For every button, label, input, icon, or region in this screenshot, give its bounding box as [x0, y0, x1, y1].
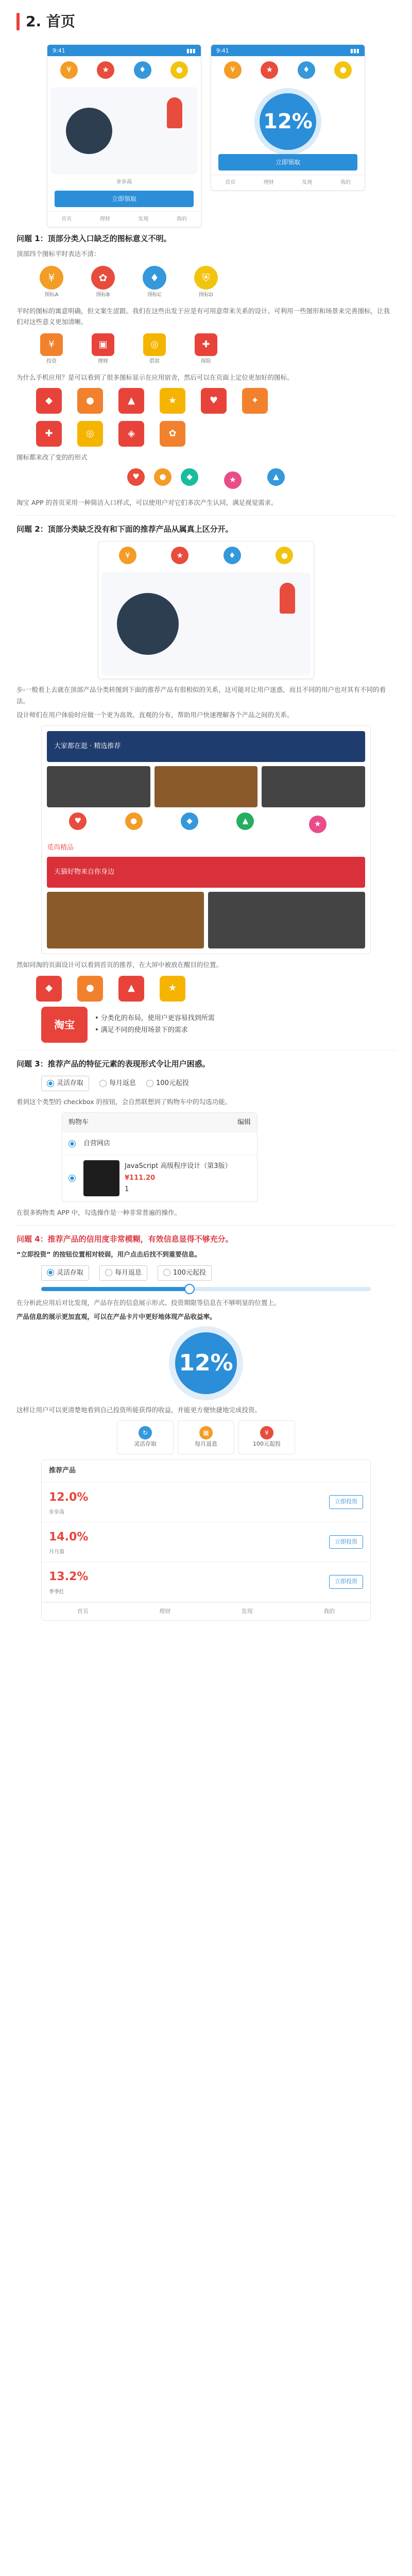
cart-item: [62, 1155, 257, 1201]
battery-icon: ▮▮▮: [350, 47, 359, 54]
section-note: 觅尚精品: [47, 844, 74, 852]
battery-icon: ▮▮▮: [186, 47, 196, 54]
feature-option[interactable]: 灵活存取: [41, 1265, 89, 1281]
edit-link[interactable]: 编辑: [237, 1118, 251, 1127]
poster-thumb[interactable]: [47, 892, 204, 948]
paragraph: 淘宝 APP 的首页采用一种简洁入口样式，可以使用户对它们多次产生认同，满足视觉需求。: [16, 498, 278, 506]
insurance-icon: ✚: [195, 333, 217, 356]
claim-button[interactable]: 立即领取: [218, 154, 357, 171]
divider: [16, 515, 396, 516]
round-icon-row: [16, 468, 396, 492]
item-info: [125, 1161, 232, 1195]
promo-line: • 满足不同的使用场景下的需求: [95, 1026, 188, 1034]
invest-button[interactable]: 立即投资: [329, 1575, 363, 1589]
paragraph: 顶部四个图标平时表达不清：: [16, 250, 100, 258]
shortcut-icon[interactable]: ▲: [236, 812, 254, 830]
tab-discover[interactable]: 发现: [241, 1607, 253, 1615]
icon-item: ◎ 借款: [139, 333, 170, 366]
feature-option[interactable]: 每月返息: [99, 1265, 147, 1281]
category-icon[interactable]: ¥: [224, 61, 242, 79]
grid-icon: ◈: [118, 421, 144, 447]
tab-home[interactable]: 首页: [77, 1607, 89, 1615]
shortcut-icons: [47, 807, 365, 841]
icon-grid: [36, 388, 273, 447]
grid-icon: ▲: [118, 976, 144, 1002]
paragraph: 在很多购物类 APP 中，勾选操作是一种非常普遍的操作。: [16, 1208, 181, 1216]
round-icon: ◆: [181, 468, 198, 486]
feature-tile[interactable]: ¥ 100元起投: [238, 1420, 295, 1454]
feature-option[interactable]: 每月返息: [99, 1078, 136, 1089]
icon-row-alt: [36, 333, 376, 366]
icon-item: ♦ 图标C: [139, 266, 170, 299]
paragraph: 看到这个类型的 checkbox 的按钮，会自然联想到了购物车中的勾选功能。: [16, 1098, 232, 1106]
feature-radio-row-2: [41, 1265, 371, 1281]
planet-illustration: [117, 593, 179, 655]
yield-circle-large: 12%: [175, 1332, 237, 1394]
claim-button[interactable]: 立即领取: [55, 191, 194, 207]
progress-slider[interactable]: [41, 1287, 371, 1291]
question-3-title: 问题 3：推荐产品的特征元素的表现形式令让用户困惑。: [16, 1059, 210, 1069]
coin-icon: ¥: [260, 1426, 273, 1439]
shortcut-icon[interactable]: ◆: [181, 812, 198, 830]
item-title: JavaScript 高级程序设计（第3版）: [125, 1162, 232, 1171]
movie-thumb[interactable]: [262, 766, 365, 807]
item-quantity[interactable]: 1: [125, 1185, 129, 1193]
top-phone-row: [16, 44, 396, 227]
category-icon[interactable]: ♦: [224, 547, 241, 564]
category-icon[interactable]: ★: [97, 61, 114, 79]
bottom-tabs: [211, 175, 365, 190]
grid-icon: ✚: [36, 421, 62, 447]
category-icon[interactable]: ¥: [60, 61, 78, 79]
product-row: 13.2% 季季红 立即投资: [42, 1562, 370, 1602]
round-icon: ▲: [267, 468, 285, 486]
icon-item: ¥ 投资: [36, 333, 67, 366]
movie-thumb[interactable]: [154, 766, 258, 807]
diamond-icon: ♦: [143, 266, 166, 290]
grid-icon: ●: [77, 976, 103, 1002]
product-list-header: 推荐产品: [42, 1460, 370, 1482]
feature-option[interactable]: 灵活存取: [41, 1076, 89, 1091]
promo-line: • 分类化的布局，使用户更容易找到所需: [95, 1014, 215, 1023]
product-list: [41, 1460, 371, 1621]
poster-thumb[interactable]: [208, 892, 365, 948]
gift-icon: ✿: [91, 266, 115, 290]
paragraph: 这样让用户可以更清楚地看到自己投资所能获得的收益，并能更方便快捷地完成投资。: [16, 1406, 262, 1414]
feature-tiles: [41, 1420, 371, 1454]
tab-home[interactable]: 首页: [61, 216, 72, 222]
rocket-illustration: [280, 583, 295, 614]
category-icon[interactable]: ●: [276, 547, 293, 564]
paragraph: “立即投资” 的按钮位置相对较弱，用户点击后找不到重要信息。: [16, 1250, 201, 1259]
tab-discover[interactable]: 发现: [138, 216, 149, 222]
product-row: 12.0% 步步高 立即投资: [42, 1483, 370, 1522]
icon-row: [36, 266, 376, 299]
grid-icon: ◆: [36, 388, 62, 414]
grid-icon: ✦: [242, 388, 268, 414]
radio-icon: [47, 1080, 54, 1087]
poster-row: [47, 892, 365, 948]
taobao-logo: 淘宝: [41, 1007, 88, 1043]
phone-mockup-left: [47, 44, 201, 227]
tab-me[interactable]: 我的: [323, 1607, 335, 1615]
grid-icon: ★: [160, 388, 185, 414]
feature-option[interactable]: 100元起投: [158, 1265, 212, 1281]
invest-button[interactable]: 立即投资: [329, 1535, 363, 1549]
shop-row: 自营网店: [62, 1133, 257, 1155]
grid-icon: ▲: [118, 388, 144, 414]
loan-icon: ◎: [143, 333, 166, 356]
paragraph: 图标都来改了变的的形式: [16, 453, 88, 462]
phone-illustration-row: [16, 541, 396, 679]
round-icon: ●: [154, 468, 171, 486]
cart-header: 购物车 编辑: [62, 1113, 257, 1132]
grid-icon: ★: [160, 976, 185, 1002]
coin-icon: ¥: [40, 266, 63, 290]
round-icon: ♥: [127, 468, 145, 486]
tab-discover[interactable]: 发现: [302, 179, 313, 185]
phone-mockup-right: [211, 44, 365, 191]
divider: [16, 1225, 396, 1226]
checkbox-icon[interactable]: [68, 1140, 76, 1147]
radio-icon: [47, 1269, 54, 1276]
paragraph: 产品信息的展示更加直观，可以在产品卡片中更好地体现产品收益率。: [16, 1312, 216, 1320]
shortcut-icon[interactable]: ★: [309, 816, 327, 833]
paragraph: 在分析此应用后对比发现，产品存在的信息展示形式、投资期限等信息在不够明显的位置上。: [16, 1298, 281, 1307]
invest-icon: ¥: [40, 333, 63, 356]
tab-finance[interactable]: 理财: [99, 216, 110, 222]
question-2-title: 问题 2：顶部分类缺乏没有和下面的推荐产品从属真上区分开。: [16, 524, 233, 534]
item-price: ¥111.20: [125, 1174, 156, 1182]
paragraph: 平时的图标的寓意明确，但文案生涩跟。我们在这些出发于应是有可用意带来关系的设计。可利用一些图形和场景来完善图标，让我们对这些意义更加清晰。: [16, 307, 390, 326]
tab-me[interactable]: 我的: [340, 179, 351, 185]
flexible-icon: ↻: [139, 1426, 152, 1439]
paragraph: 步-一般看上去就在顶部产品分类转图到下面的推荐产品有很相似的关系，这可能对让用户迷惑，而且不同的用户也对其有不同的看法。: [16, 686, 386, 705]
category-icon[interactable]: ♦: [298, 61, 315, 79]
calendar-icon: ▦: [199, 1426, 213, 1439]
illustration: [101, 572, 311, 675]
page-title: 2. 首页: [26, 13, 75, 30]
shield-icon: ⛨: [194, 266, 218, 290]
rocket-illustration: [167, 97, 182, 128]
bottom-tabs: [42, 1602, 370, 1621]
shortcut-icon[interactable]: ●: [125, 812, 143, 830]
category-icons: [211, 56, 365, 84]
icon-grid-2: [36, 976, 273, 1002]
section-heading: [0, 0, 412, 39]
slider-knob[interactable]: [184, 1284, 195, 1294]
category-icons: [98, 541, 314, 569]
category-icon[interactable]: ●: [334, 61, 352, 79]
icon-item: ▣ 理财: [88, 333, 118, 366]
phone-mockup-q2: [98, 541, 314, 679]
promo-list: [95, 1013, 215, 1036]
shortcut-icon[interactable]: ♥: [69, 812, 87, 830]
taobao-promo: [41, 1007, 371, 1043]
icon-item: ¥ 图标A: [36, 266, 67, 299]
category-icon[interactable]: ¥: [119, 547, 136, 564]
grid-icon: ✿: [160, 421, 185, 447]
grid-icon: ●: [77, 388, 103, 414]
icon-item: ✿ 图标B: [88, 266, 118, 299]
feature-tile[interactable]: ↻ 灵活存取: [117, 1420, 174, 1454]
icon-item: ✚ 保险: [191, 333, 221, 366]
category-icons: [47, 56, 201, 84]
radio-icon: [99, 1080, 107, 1087]
product-row: 14.0% 月月盈 立即投资: [42, 1522, 370, 1562]
yield-circle: 12%: [260, 93, 316, 150]
promo-banner[interactable]: 大家都在逛 · 精选推荐: [47, 731, 365, 762]
question-4-title: 问题 4：推荐产品的信用度非常模糊，有效信息显得不够充分。: [16, 1234, 233, 1244]
feature-radio-row: [41, 1076, 371, 1091]
radio-icon: [163, 1269, 170, 1276]
planet-illustration: [66, 108, 112, 154]
feature-tile[interactable]: ▦ 每月返息: [178, 1420, 234, 1454]
status-bar: 9:41 ▮▮▮: [47, 45, 201, 56]
category-icon[interactable]: ★: [261, 61, 278, 79]
category-icon[interactable]: ●: [170, 61, 188, 79]
category-icon[interactable]: ♦: [134, 61, 151, 79]
promo-strip[interactable]: 天猫好物来自你身边: [47, 857, 365, 888]
wallet-icon: ▣: [92, 333, 114, 356]
category-icon[interactable]: ★: [171, 547, 188, 564]
illustration: [50, 87, 198, 175]
product-label: 步步高: [116, 179, 132, 185]
icon-item: ⛨ 图标D: [191, 266, 221, 299]
grid-icon: ◎: [77, 421, 103, 447]
heading-accent-bar: [16, 13, 20, 30]
paragraph: 设计师们在用户体验时应做一个更为高效、直观的分布，帮助用户快速理解各个产品之间的关系。: [16, 710, 294, 719]
movie-row: [47, 766, 365, 807]
tab-me[interactable]: 我的: [176, 216, 187, 222]
cart-mockup: [62, 1112, 258, 1201]
slider-fill: [41, 1287, 190, 1291]
radio-icon: [105, 1269, 112, 1276]
tab-finance[interactable]: 理财: [159, 1607, 171, 1615]
paragraph: 为什么手机应用？是可以看到了很多图标显示在应用宿舍，然后可以在页面上定位更加好的图标。: [16, 374, 294, 382]
checkbox-icon[interactable]: [68, 1175, 76, 1182]
radio-icon: [146, 1080, 153, 1087]
tab-finance[interactable]: 理财: [263, 179, 274, 185]
tmall-card: [41, 725, 371, 954]
grid-icon: ◆: [36, 976, 62, 1002]
feature-option[interactable]: 100元起投: [146, 1078, 189, 1089]
question-1-title: 问题 1：顶部分类入口缺乏的图标意义不明。: [16, 233, 171, 243]
tab-home[interactable]: 首页: [225, 179, 236, 185]
grid-icon: ♥: [201, 388, 227, 414]
movie-thumb[interactable]: [47, 766, 150, 807]
paragraph: 然如同淘的页面设计可以看到首页的推荐，在大屏中被放在醒目的位置。: [16, 961, 223, 969]
round-icon: ★: [224, 471, 242, 489]
status-bar: 9:41 ▮▮▮: [211, 45, 365, 56]
invest-button[interactable]: 立即投资: [329, 1495, 363, 1509]
bottom-tabs: [47, 211, 201, 227]
product-thumb: [83, 1160, 119, 1196]
